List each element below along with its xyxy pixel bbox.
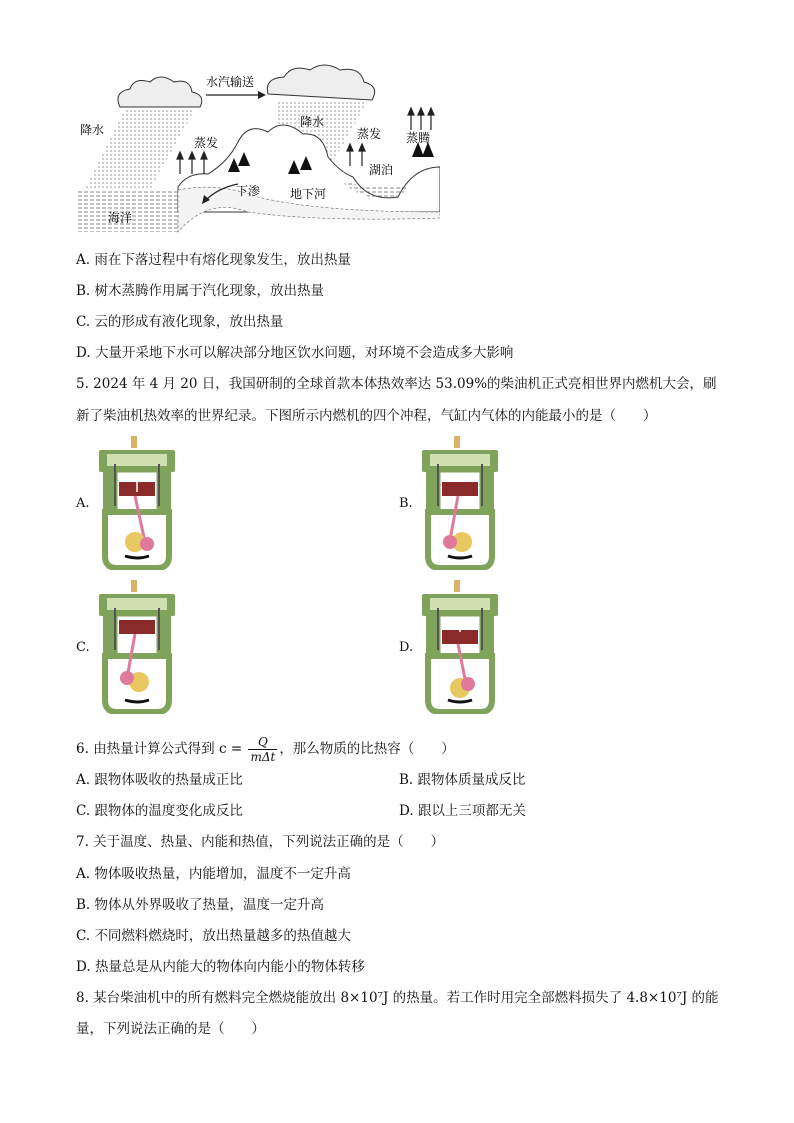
q8-stem-line1: 8. 某台柴油机中的所有燃料完全燃烧能放出 8×10⁷J 的热量。若工作时用完全部燃料损失了 4.8×10⁷J 的能 [76,990,719,1006]
label-infiltration: 下渗 [236,184,261,198]
q4-option-d: D. 大量开采地下水可以解决部分地区饮水问题，对环境不会造成多大影响 [76,345,514,361]
label-underground-river: 地下河 [290,187,327,201]
q4-option-c: C. 云的形成有液化现象，放出热量 [76,314,284,330]
q7-option-a: A. 物体吸收热量，内能增加，温度不一定升高 [76,866,351,882]
q7-option-d: D. 热量总是从内能大的物体向内能小的物体转移 [76,959,365,975]
q7-stem: 7. 关于温度、热量、内能和热值，下列说法正确的是（ ） [76,834,445,850]
cloud-left [118,77,202,107]
q8-stem-line2: 量，下列说法正确的是（ ） [76,1021,265,1037]
q5-option-c-label: C. [76,640,90,655]
label-ocean: 海洋 [108,211,133,225]
label-lake: 湖泊 [369,163,394,177]
q6-option-c: C. 跟物体的温度变化成反比 [76,803,243,819]
cloud-right [267,65,374,100]
q5-option-d-label: D. [399,640,414,655]
q5-option-a-label: A. [76,496,90,511]
label-transpiration: 蒸腾 [406,131,431,145]
q6-option-d: D. 跟以上三项都无关 [399,803,526,819]
q6-option-a: A. 跟物体吸收的热量成正比 [76,772,243,788]
evap-arrows-right [347,144,365,166]
q6-option-b: B. 跟物体质量成反比 [399,772,526,788]
label-vapor-transport: 水汽输送 [206,75,255,89]
engine-b-image [418,436,502,570]
transpiration-arrows [408,108,434,130]
rain-left [84,107,196,190]
label-precip-mid: 降水 [300,115,325,129]
q6-stem: 6. 由热量计算公式得到 c = $\frac{Q}{\text{mΔt}}$ ，那么物质的比热容（ ） [76,735,455,764]
engine-d-image [418,580,502,714]
engine-c-image [95,580,179,714]
q4-option-b: B. 树木蒸腾作用属于汽化现象，放出热量 [76,283,325,299]
q4-option-a: A. 雨在下落过程中有熔化现象发生，放出热量 [76,252,351,268]
label-precip-left: 降水 [80,123,105,137]
q5-stem-line1: 5. 2024 年 4 月 20 日，我国研制的全球首款本体热效率达 53.09%的柴油机正式亮相世界内燃机大会，刷 [76,376,717,392]
q5-stem-line2: 新了柴油机热效率的世界纪录。下图所示内燃机的四个冲程，气缸内气体的内能最小的是（ ） [76,408,657,424]
q7-option-c: C. 不同燃料燃烧时，放出热量越多的热值越大 [76,928,351,944]
q5-option-b-label: B. [399,496,413,511]
label-evap-right: 蒸发 [357,127,382,141]
q7-option-b: B. 物体从外界吸收了热量，温度一定升高 [76,897,325,913]
q6-formula-fraction: $\frac{Q}{\text{mΔt}}$ [250,735,276,764]
water-cycle-diagram [78,62,440,242]
engine-a-image [95,436,179,570]
label-evap-left: 蒸发 [194,136,219,150]
evap-arrows-left [177,152,207,174]
